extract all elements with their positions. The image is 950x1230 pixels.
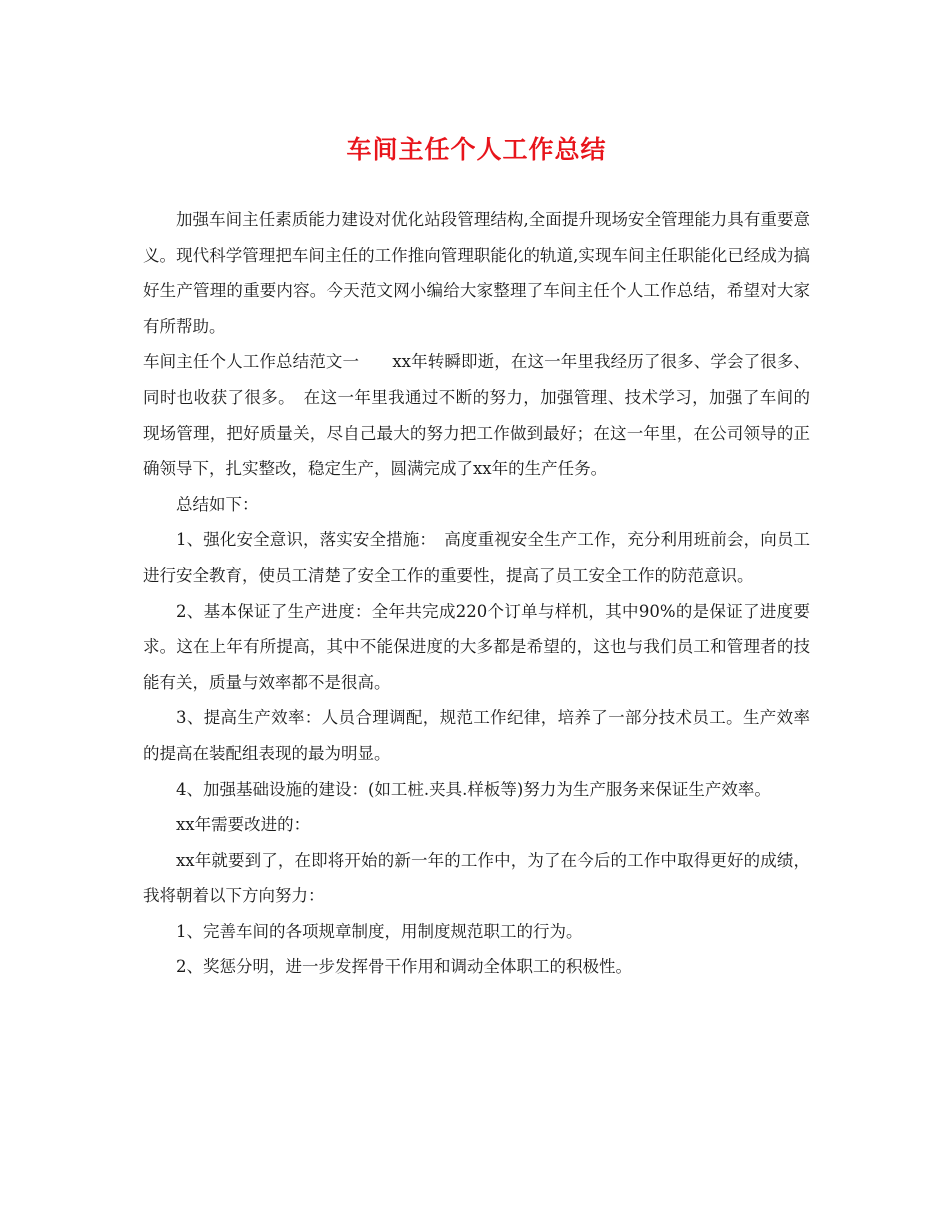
document-title: 车间主任个人工作总结 [346,135,607,164]
paragraph: 3、提高生产效率：人员合理调配，规范工作纪律，培养了一部分技术员工。生产效率的提高在装配组表现的最为明显。 [143,708,810,763]
document-body [143,202,810,985]
paragraph: 2、奖惩分明，进一步发挥骨干作用和调动全体职工的积极性。 [176,957,632,977]
paragraph: 4、加强基础设施的建设：(如工桩.夹具.样板等)努力为生产服务来保证生产效率。 [176,779,771,799]
paragraph: 2、基本保证了生产进度：全年共完成220个订单与样机，其中90%的是保证了进度要求。这在上年有所提高，其中不能保进度的大多都是希望的，这也与我们员工和管理者的技能有关，质量与效率都不是很高。 [143,601,810,692]
paragraph: 总结如下： [176,494,259,514]
paragraph: 1、完善车间的各项规章制度，用制度规范职工的行为。 [176,921,583,941]
paragraph: 加强车间主任素质能力建设对优化站段管理结构,全面提升现场安全管理能力具有重要意义。现代科学管理把车间主任的工作推向管理职能化的轨道,实现车间主任职能化已经成为搞好生产管理的重要内容。今天范文网小编给大家整理了车间主任个人工作总结，希望对大家有所帮助。 [143,210,810,336]
paragraph: 车间主任个人工作总结范文一 xx年转瞬即逝，在这一年里我经历了很多、学会了很多、同时也收获了很多。 在这一年里我通过不断的努力，加强管理、技术学习，加强了车间的现场管理，把好质量关，尽自己最大的努力把工作做到最好；在这一年里，在公司领导的正确领导下，扎实整改，稳定生产，圆满完成了xx年的生产任务。 [143,352,810,479]
paragraph: xx年需要改进的： [176,815,311,835]
paragraph: xx年就要到了，在即将开始的新一年的工作中，为了在今后的工作中取得更好的成绩，我将朝着以下方向努力： [143,850,810,906]
paragraph: 1、强化安全意识，落实安全措施： 高度重视安全生产工作，充分利用班前会，向员工进行安全教育，使员工清楚了安全工作的重要性，提高了员工安全工作的防范意识。 [143,530,810,585]
